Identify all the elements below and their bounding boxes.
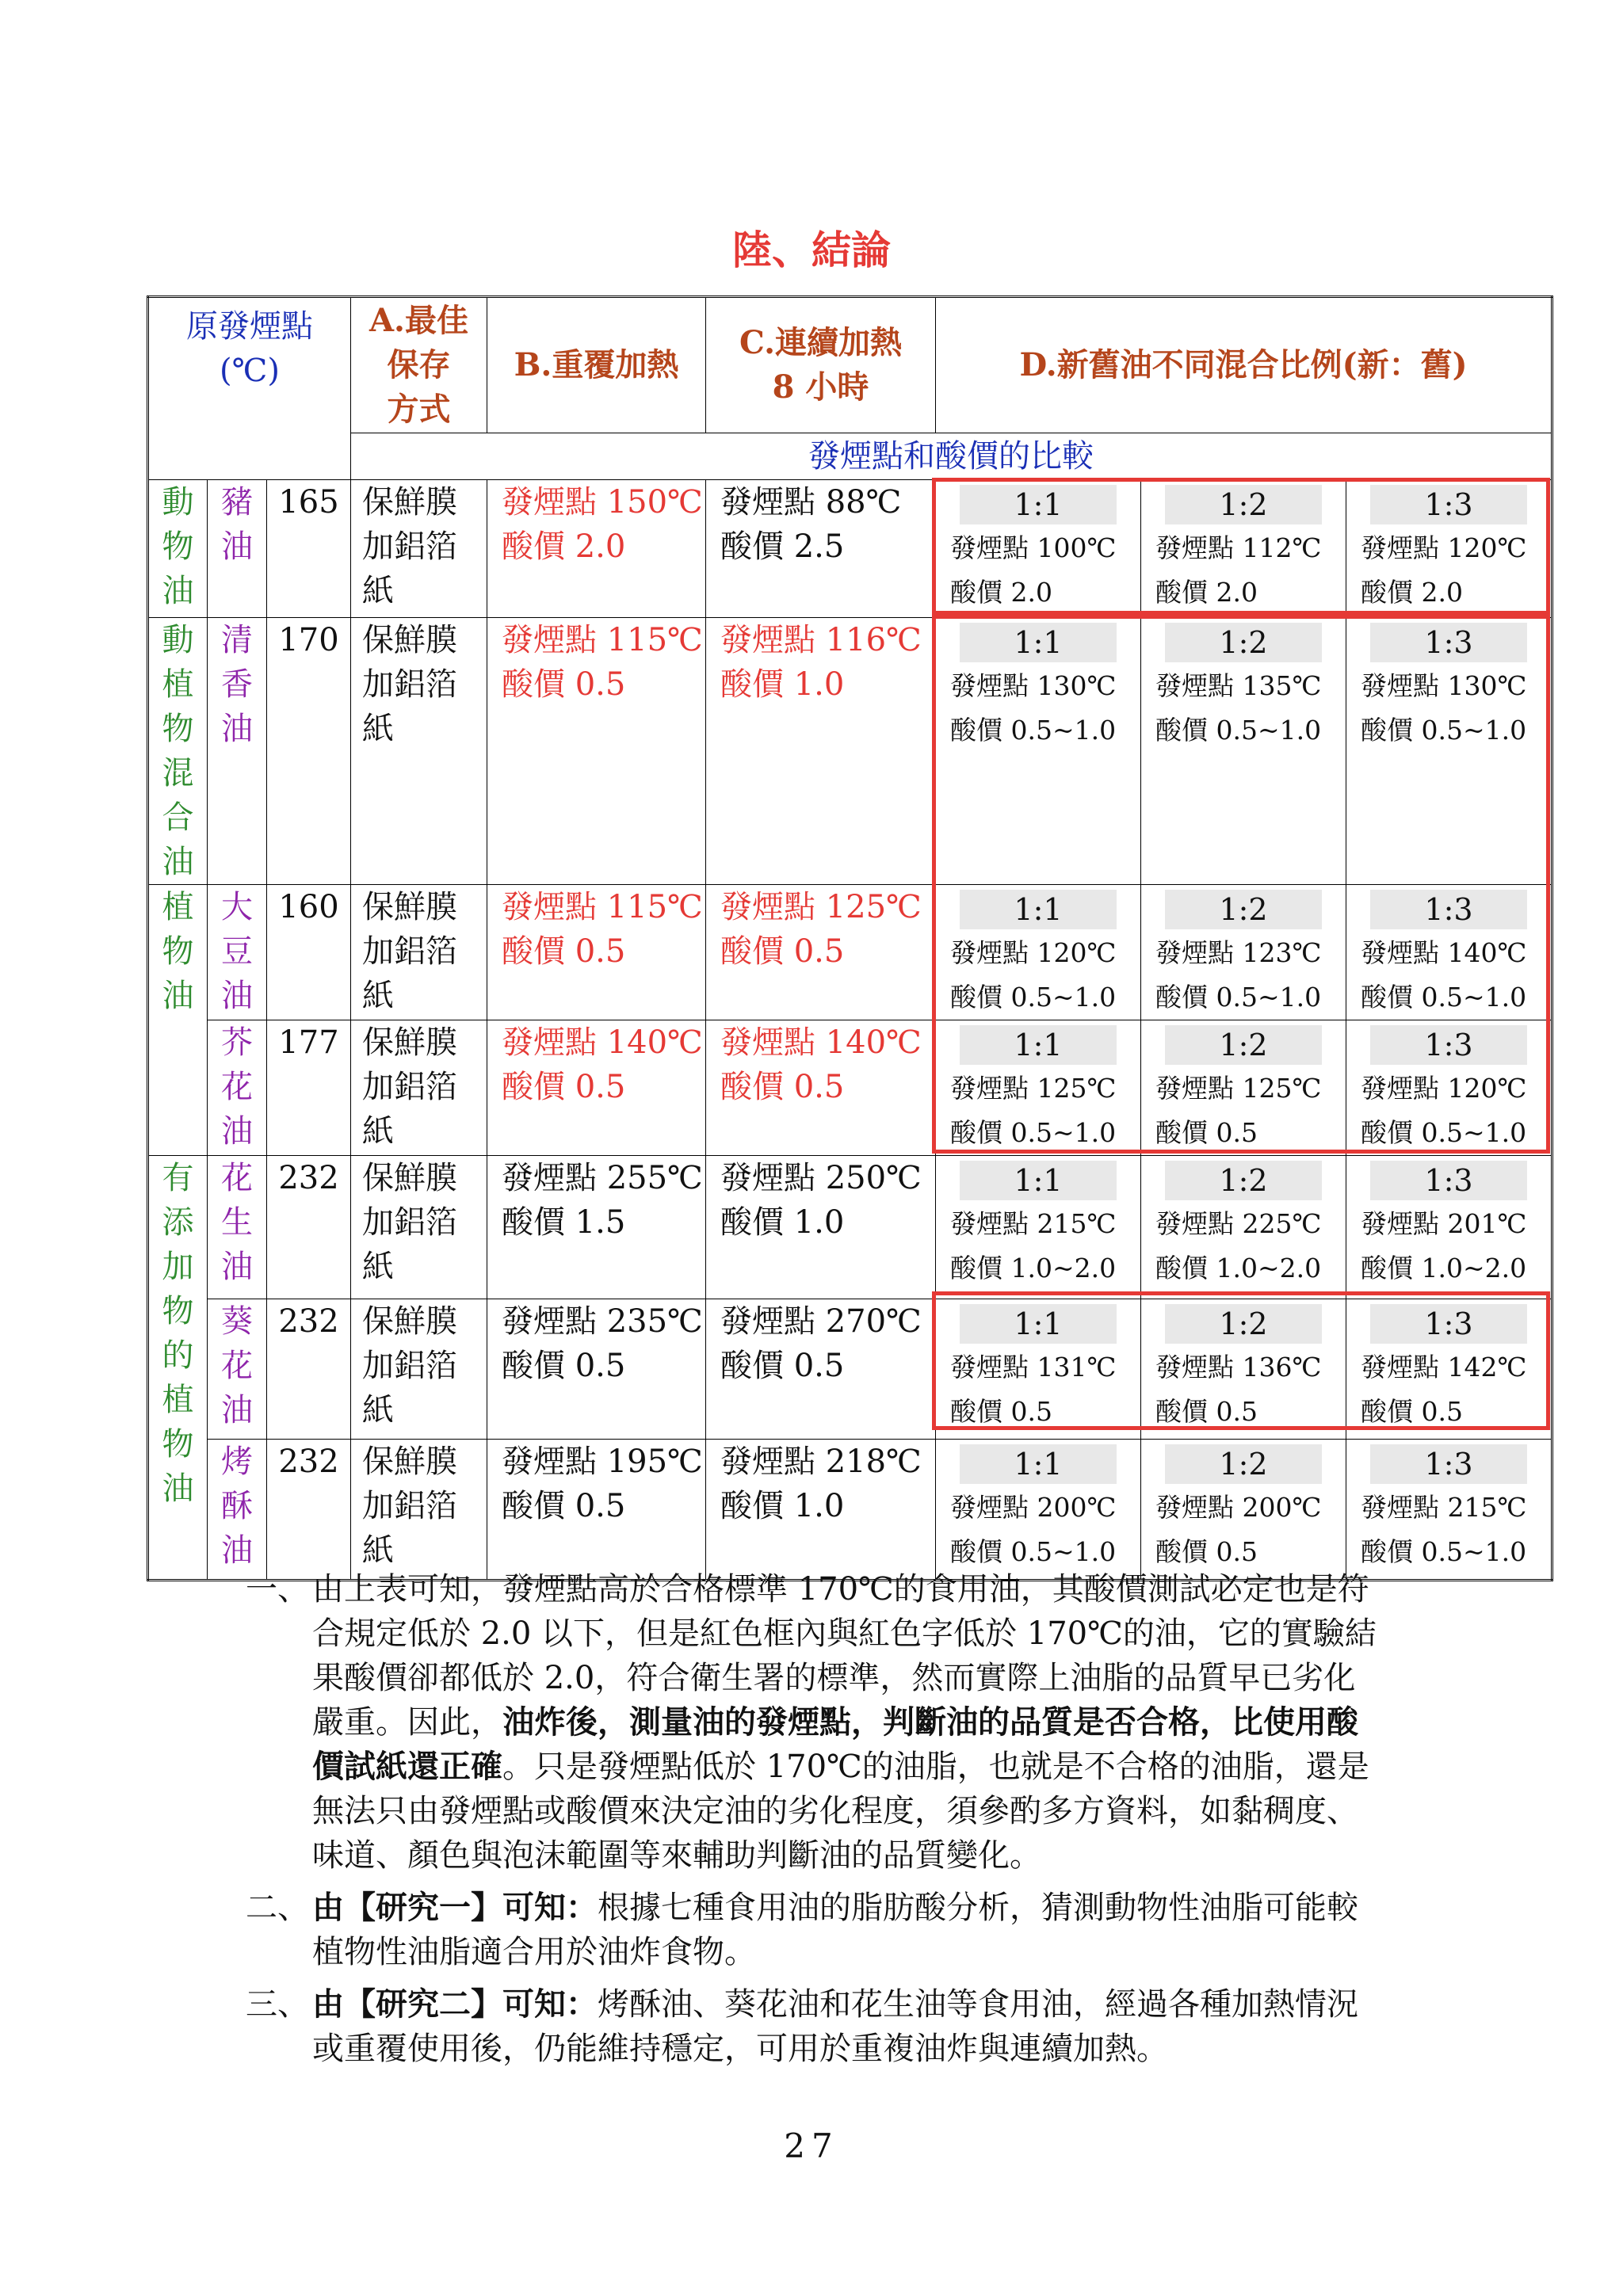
repeat-heating-result: 發煙點 115℃ 酸價 0.5 [487, 885, 706, 1020]
storage-method: 保鮮膜 加鋁箔 紙 [351, 1299, 487, 1440]
mix-acid-value: 酸價 2.0 [950, 577, 1052, 608]
note-2-mark: 二、 [246, 1890, 309, 1926]
storage-method: 保鮮膜 加鋁箔 紙 [351, 885, 487, 1020]
mix-smoke-point: 發煙點 136℃ [1155, 1352, 1322, 1383]
storage-method: 保鮮膜 加鋁箔 紙 [351, 618, 487, 885]
mix-ratio-cell [936, 1156, 1140, 1299]
mix-acid-value: 酸價 0.5 [1361, 1396, 1463, 1427]
original-smoke-point: 232 [267, 1299, 351, 1440]
mix-ratio-results [936, 1156, 1552, 1299]
mix-ratio: 1:1 [960, 485, 1117, 524]
table-row [148, 1156, 1552, 1299]
mix-smoke-point: 發煙點 120℃ [1361, 1073, 1527, 1104]
mix-acid-value: 酸價 0.5~1.0 [950, 715, 1117, 746]
mix-ratio: 1:2 [1165, 485, 1322, 524]
mix-acid-value: 酸價 0.5~1.0 [1361, 1117, 1527, 1148]
original-smoke-point: 160 [267, 885, 351, 1020]
mix-ratio-cell [936, 618, 1140, 884]
subheader-comparison: 發煙點和酸價的比較 [351, 433, 1552, 480]
mix-ratio-cell [1346, 1299, 1551, 1439]
mix-ratio: 1:1 [960, 1444, 1117, 1484]
mix-ratio: 1:3 [1370, 890, 1527, 929]
mix-acid-value: 酸價 0.5~1.0 [1361, 982, 1527, 1013]
storage-method: 保鮮膜 加鋁箔 紙 [351, 1156, 487, 1299]
oil-name: 清香油 [208, 618, 267, 885]
original-smoke-point: 165 [267, 480, 351, 618]
repeat-heating-result: 發煙點 255℃ 酸價 1.5 [487, 1156, 706, 1299]
mix-ratio-cell [1140, 1156, 1346, 1299]
mix-ratio: 1:2 [1165, 1304, 1322, 1344]
original-smoke-point: 232 [267, 1156, 351, 1299]
mix-smoke-point: 發煙點 125℃ [950, 1073, 1117, 1104]
mix-ratio-cell [1346, 618, 1551, 884]
mix-acid-value: 酸價 0.5~1.0 [1361, 1536, 1527, 1567]
table-row [148, 1299, 1552, 1440]
note-1-text-a: 由上表可知，發煙點高於合格標準 170℃的食用油，其酸價測試必定也是符合規定低於 2.0 以下，但是紅色框內與紅色字低於 170℃的油，它的實驗結果酸價卻都低於 2.0，符合衛生署的標準，然而實際上油脂的品質早已劣化嚴重。因此， [312, 1571, 1377, 1741]
mix-ratio-cell [1140, 1440, 1346, 1579]
conclusion-table-wrap [147, 296, 1551, 1581]
continuous-heating-result: 發煙點 116℃ 酸價 1.0 [706, 618, 936, 885]
continuous-heating-result: 發煙點 125℃ 酸價 0.5 [706, 885, 936, 1020]
note-2-text: 根據七種食用油的脂肪酸分析，猜測動物性油脂可能較植物性油脂適合用於油炸食物。 [312, 1890, 1358, 1970]
mix-smoke-point: 發煙點 215℃ [1361, 1492, 1527, 1523]
continuous-heating-result: 發煙點 88℃ 酸價 2.5 [706, 480, 936, 618]
storage-method: 保鮮膜 加鋁箔 紙 [351, 1440, 487, 1581]
mix-ratio-cell [936, 1299, 1140, 1439]
note-3 [246, 1982, 1387, 2071]
header-col-c: C.連續加熱 8 小時 [706, 297, 936, 433]
oil-name: 花生油 [208, 1156, 267, 1299]
mix-smoke-point: 發煙點 112℃ [1155, 532, 1322, 563]
mix-ratio: 1:2 [1165, 1025, 1322, 1065]
mix-ratio: 1:3 [1370, 1444, 1527, 1484]
mix-ratio-cell [1140, 885, 1346, 1020]
note-3-text: 烤酥油、葵花油和花生油等食用油，經過各種加熱情況或重覆使用後，仍能維持穩定，可用於重複油炸與連續加熱。 [312, 1986, 1358, 2067]
mix-smoke-point: 發煙點 142℃ [1361, 1352, 1527, 1383]
note-2-lead: 由【研究一】可知： [312, 1889, 598, 1926]
page-title: 陸、結論 [732, 227, 891, 273]
table-row [148, 885, 1552, 1020]
mix-ratio: 1:3 [1370, 1304, 1527, 1344]
mix-smoke-point: 發煙點 130℃ [1361, 670, 1527, 701]
header-col-a: A.最佳 保存 方式 [351, 297, 487, 433]
mix-smoke-point: 發煙點 135℃ [1155, 670, 1322, 701]
mix-ratio: 1:2 [1165, 1444, 1322, 1484]
header-col-d: D.新舊油不同混合比例(新：舊) [936, 297, 1552, 433]
mix-ratio-cell [936, 885, 1140, 1020]
mix-ratio: 1:3 [1370, 485, 1527, 524]
mix-ratio: 1:1 [960, 890, 1117, 929]
mix-ratio: 1:2 [1165, 1161, 1322, 1200]
mix-smoke-point: 發煙點 131℃ [950, 1352, 1117, 1383]
mix-smoke-point: 發煙點 123℃ [1155, 937, 1322, 968]
oil-category: 有添加物的植物油 [148, 1156, 208, 1581]
mix-ratio-cell [1346, 480, 1551, 617]
oil-name: 大豆油 [208, 885, 267, 1020]
page-number: 27 [784, 2126, 839, 2165]
mix-smoke-point: 發煙點 200℃ [950, 1492, 1117, 1523]
continuous-heating-result: 發煙點 270℃ 酸價 0.5 [706, 1299, 936, 1440]
storage-method: 保鮮膜 加鋁箔 紙 [351, 1020, 487, 1156]
mix-ratio-cell [1140, 1020, 1346, 1155]
oil-category: 動植物混合油 [148, 618, 208, 885]
table-row [148, 1440, 1552, 1581]
repeat-heating-result: 發煙點 150℃ 酸價 2.0 [487, 480, 706, 618]
continuous-heating-result: 發煙點 218℃ 酸價 1.0 [706, 1440, 936, 1581]
mix-ratio-cell [1140, 618, 1346, 884]
mix-smoke-point: 發煙點 140℃ [1361, 937, 1527, 968]
mix-ratio-results [936, 1020, 1552, 1156]
mix-ratio: 1:2 [1165, 890, 1322, 929]
mix-ratio-results [936, 1299, 1552, 1440]
mix-ratio: 1:3 [1370, 1161, 1527, 1200]
header-col-b: B.重覆加熱 [487, 297, 706, 433]
mix-ratio-results [936, 885, 1552, 1020]
note-1-mark: 一、 [246, 1571, 309, 1608]
storage-method: 保鮮膜 加鋁箔 紙 [351, 480, 487, 618]
mix-acid-value: 酸價 0.5 [1155, 1396, 1258, 1427]
mix-ratio: 1:1 [960, 623, 1117, 662]
mix-ratio: 1:2 [1165, 623, 1322, 662]
mix-smoke-point: 發煙點 120℃ [950, 937, 1117, 968]
note-3-lead: 由【研究二】可知： [312, 1985, 598, 2023]
mix-acid-value: 酸價 2.0 [1361, 577, 1463, 608]
mix-ratio: 1:1 [960, 1025, 1117, 1065]
mix-acid-value: 酸價 0.5~1.0 [1155, 982, 1322, 1013]
mix-ratio-results [936, 1440, 1552, 1581]
note-2 [246, 1886, 1387, 1974]
mix-smoke-point: 發煙點 215℃ [950, 1208, 1117, 1239]
oil-name: 豬油 [208, 480, 267, 618]
mix-acid-value: 酸價 0.5~1.0 [1361, 715, 1527, 746]
mix-ratio-cell [1346, 1020, 1551, 1155]
header-original-smoke-point: 原發煙點 (℃) [148, 297, 351, 480]
continuous-heating-result: 發煙點 140℃ 酸價 0.5 [706, 1020, 936, 1156]
mix-acid-value: 酸價 0.5~1.0 [950, 1117, 1117, 1148]
mix-acid-value: 酸價 2.0 [1155, 577, 1258, 608]
mix-ratio-cell [1346, 1440, 1551, 1579]
repeat-heating-result: 發煙點 195℃ 酸價 0.5 [487, 1440, 706, 1581]
mix-acid-value: 酸價 1.0~2.0 [1361, 1253, 1527, 1283]
mix-acid-value: 酸價 0.5~1.0 [950, 1536, 1117, 1567]
oil-category: 動物油 [148, 480, 208, 618]
mix-smoke-point: 發煙點 130℃ [950, 670, 1117, 701]
table-row [148, 480, 1552, 618]
repeat-heating-result: 發煙點 115℃ 酸價 0.5 [487, 618, 706, 885]
original-smoke-point: 232 [267, 1440, 351, 1581]
table-row [148, 1020, 1552, 1156]
oil-name: 葵花油 [208, 1299, 267, 1440]
mix-smoke-point: 發煙點 200℃ [1155, 1492, 1322, 1523]
conclusion-notes [246, 1567, 1387, 2079]
mix-ratio: 1:3 [1370, 623, 1527, 662]
note-1-bold: 油炸後，測量油的發煙點，判斷油的品質是否合格，比使用酸價試紙還正確 [312, 1703, 1358, 1785]
mix-acid-value: 酸價 0.5 [950, 1396, 1052, 1427]
mix-smoke-point: 發煙點 120℃ [1361, 532, 1527, 563]
mix-acid-value: 酸價 0.5 [1155, 1536, 1258, 1567]
repeat-heating-result: 發煙點 235℃ 酸價 0.5 [487, 1299, 706, 1440]
table-row [148, 618, 1552, 885]
mix-ratio-results [936, 480, 1552, 618]
mix-ratio-cell [1140, 1299, 1346, 1439]
conclusion-table [147, 296, 1553, 1581]
note-1-text-b: 。只是發煙點低於 170℃的油脂，也就是不合格的油脂，還是無法只由發煙點或酸價來決定油的劣化程度，須參酌多方資料，如黏稠度、味道、顏色與泡沫範圍等來輔助判斷油的品質變化。 [312, 1749, 1369, 1874]
mix-acid-value: 酸價 1.0~2.0 [1155, 1253, 1322, 1283]
mix-acid-value: 酸價 1.0~2.0 [950, 1253, 1117, 1283]
original-smoke-point: 177 [267, 1020, 351, 1156]
mix-ratio-cell [1140, 480, 1346, 617]
mix-ratio-cell [936, 480, 1140, 617]
mix-ratio: 1:3 [1370, 1025, 1527, 1065]
repeat-heating-result: 發煙點 140℃ 酸價 0.5 [487, 1020, 706, 1156]
mix-ratio-results [936, 618, 1552, 885]
mix-ratio-cell [1346, 885, 1551, 1020]
mix-smoke-point: 發煙點 201℃ [1361, 1208, 1527, 1239]
original-smoke-point: 170 [267, 618, 351, 885]
mix-acid-value: 酸價 0.5~1.0 [950, 982, 1117, 1013]
note-3-mark: 三、 [246, 1986, 309, 2023]
note-1 [246, 1567, 1387, 1878]
mix-smoke-point: 發煙點 225℃ [1155, 1208, 1322, 1239]
mix-smoke-point: 發煙點 125℃ [1155, 1073, 1322, 1104]
mix-ratio: 1:1 [960, 1304, 1117, 1344]
mix-acid-value: 酸價 0.5 [1155, 1117, 1258, 1148]
mix-ratio: 1:1 [960, 1161, 1117, 1200]
mix-smoke-point: 發煙點 100℃ [950, 532, 1117, 563]
mix-ratio-cell [936, 1440, 1140, 1579]
mix-ratio-cell [1346, 1156, 1551, 1299]
mix-ratio-cell [936, 1020, 1140, 1155]
continuous-heating-result: 發煙點 250℃ 酸價 1.0 [706, 1156, 936, 1299]
mix-acid-value: 酸價 0.5~1.0 [1155, 715, 1322, 746]
oil-name: 烤酥油 [208, 1440, 267, 1581]
oil-category: 植物油 [148, 885, 208, 1156]
oil-name: 芥花油 [208, 1020, 267, 1156]
